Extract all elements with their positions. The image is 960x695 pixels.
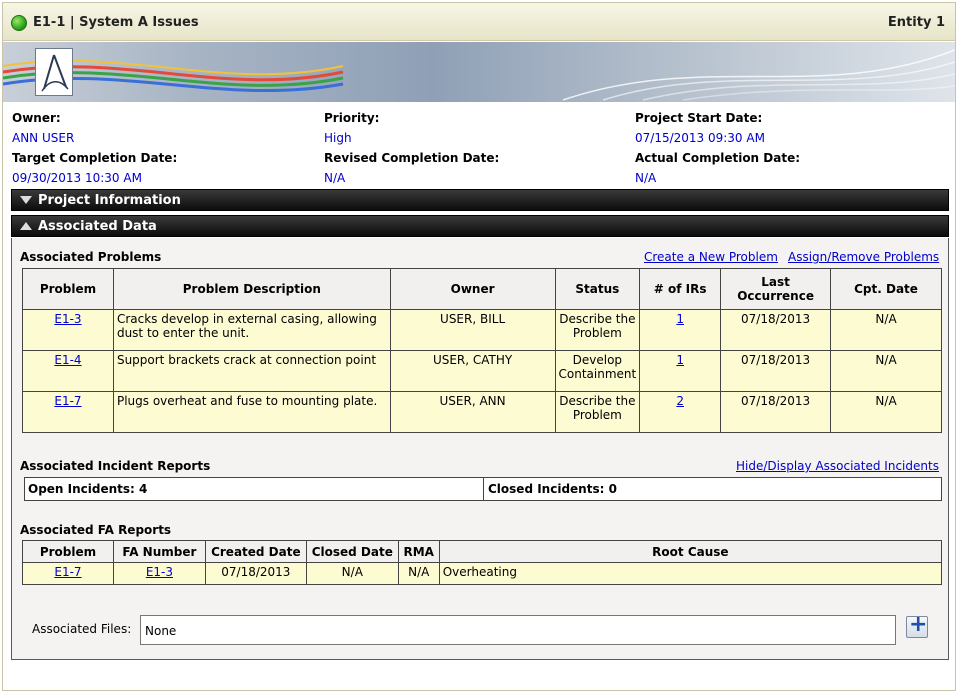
section-associated-data[interactable] [11,215,949,237]
banner-waves-graphic [3,42,955,102]
associated-files-field[interactable]: None [140,615,896,645]
last-occurrence: 07/18/2013 [721,310,831,351]
problem-status: Describe the Problem [555,392,640,433]
fa-number-link[interactable]: E1-3 [145,565,173,579]
column-header[interactable]: Problem Description [113,269,390,310]
add-file-button[interactable] [906,612,928,638]
table-header-row [23,541,942,563]
problem-description: Cracks develop in external casing, allowing dust to enter the unit. [113,310,390,351]
section-title: Associated Data [38,219,157,234]
column-header[interactable]: Owner [390,269,555,310]
table-header-row [23,269,942,310]
header-banner [3,42,955,102]
window-title: E1-1 | System A Issues [33,15,199,30]
issue-window [2,2,956,691]
assign-remove-problems-link[interactable]: Assign/Remove Problems [788,250,940,264]
revised-date-label: Revised Completion Date: [324,151,500,165]
priority-label: Priority: [324,111,380,125]
hide-display-incidents-link[interactable]: Hide/Display Associated Incidents [736,459,939,473]
company-logo [35,48,73,96]
compass-logo-icon [36,49,72,95]
problem-owner: USER, BILL [390,310,555,351]
expand-down-icon [20,196,32,204]
rma: N/A [398,563,439,585]
section-project-information[interactable] [11,189,949,211]
table-row [23,351,942,392]
cpt-date: N/A [831,351,942,392]
table-row [23,563,942,585]
ir-count-link[interactable]: 1 [676,353,684,367]
closed-incidents: Closed Incidents: 0 [488,482,617,496]
section-title: Project Information [38,193,181,208]
column-header[interactable]: FA Number [113,541,205,563]
column-header[interactable]: Created Date [205,541,306,563]
column-header[interactable]: Cpt. Date [831,269,942,310]
problems-table [22,268,942,433]
table-row [23,310,942,351]
actual-date-value: N/A [635,171,657,185]
associated-problems-title: Associated Problems [20,250,162,264]
open-incidents: Open Incidents: 4 [25,478,484,500]
title-bar [3,3,955,41]
problem-status: Develop Containment [555,351,640,392]
column-header[interactable]: Status [555,269,640,310]
problem-owner: USER, ANN [390,392,555,433]
root-cause: Overheating [439,563,941,585]
fa-reports-table [22,540,942,585]
problem-link[interactable]: E1-4 [54,353,82,367]
cpt-date: N/A [831,392,942,433]
column-header[interactable]: Problem [23,269,114,310]
entity-label: Entity 1 [887,15,945,30]
priority-value: High [324,131,352,145]
create-problem-link[interactable]: Create a New Problem [644,250,778,264]
closed-date: N/A [306,563,398,585]
status-green-icon [11,15,27,31]
problem-description: Plugs overheat and fuse to mounting plate. [113,392,390,433]
ir-count-link[interactable]: 1 [676,312,684,326]
incident-reports-title: Associated Incident Reports [20,459,211,473]
start-date-label: Project Start Date: [635,111,763,125]
problem-link[interactable]: E1-3 [54,312,82,326]
plus-icon: + [909,612,928,637]
column-header[interactable]: Last Occurrence [721,269,831,310]
target-date-label: Target Completion Date: [12,151,178,165]
problem-owner: USER, CATHY [390,351,555,392]
actual-date-label: Actual Completion Date: [635,151,801,165]
column-header[interactable]: RMA [398,541,439,563]
fa-problem-link[interactable]: E1-7 [54,565,82,579]
problem-description: Support brackets crack at connection point [113,351,390,392]
revised-date-value: N/A [324,171,346,185]
column-header[interactable]: Closed Date [306,541,398,563]
column-header[interactable]: Problem [23,541,114,563]
fa-reports-title: Associated FA Reports [20,523,172,537]
problem-link[interactable]: E1-7 [54,394,82,408]
incidents-summary [24,477,942,501]
last-occurrence: 07/18/2013 [721,351,831,392]
collapse-up-icon [20,222,32,230]
column-header[interactable]: # of IRs [640,269,721,310]
target-date-value: 09/30/2013 10:30 AM [12,171,142,185]
owner-value: ANN USER [12,131,75,145]
associated-files-label: Associated Files: [32,622,132,636]
owner-label: Owner: [12,111,61,125]
created-date: 07/18/2013 [205,563,306,585]
start-date-value: 07/15/2013 09:30 AM [635,131,765,145]
cpt-date: N/A [831,310,942,351]
last-occurrence: 07/18/2013 [721,392,831,433]
column-header[interactable]: Root Cause [439,541,941,563]
table-row [23,392,942,433]
associated-data-panel [11,238,949,660]
ir-count-link[interactable]: 2 [676,394,684,408]
problem-status: Describe the Problem [555,310,640,351]
